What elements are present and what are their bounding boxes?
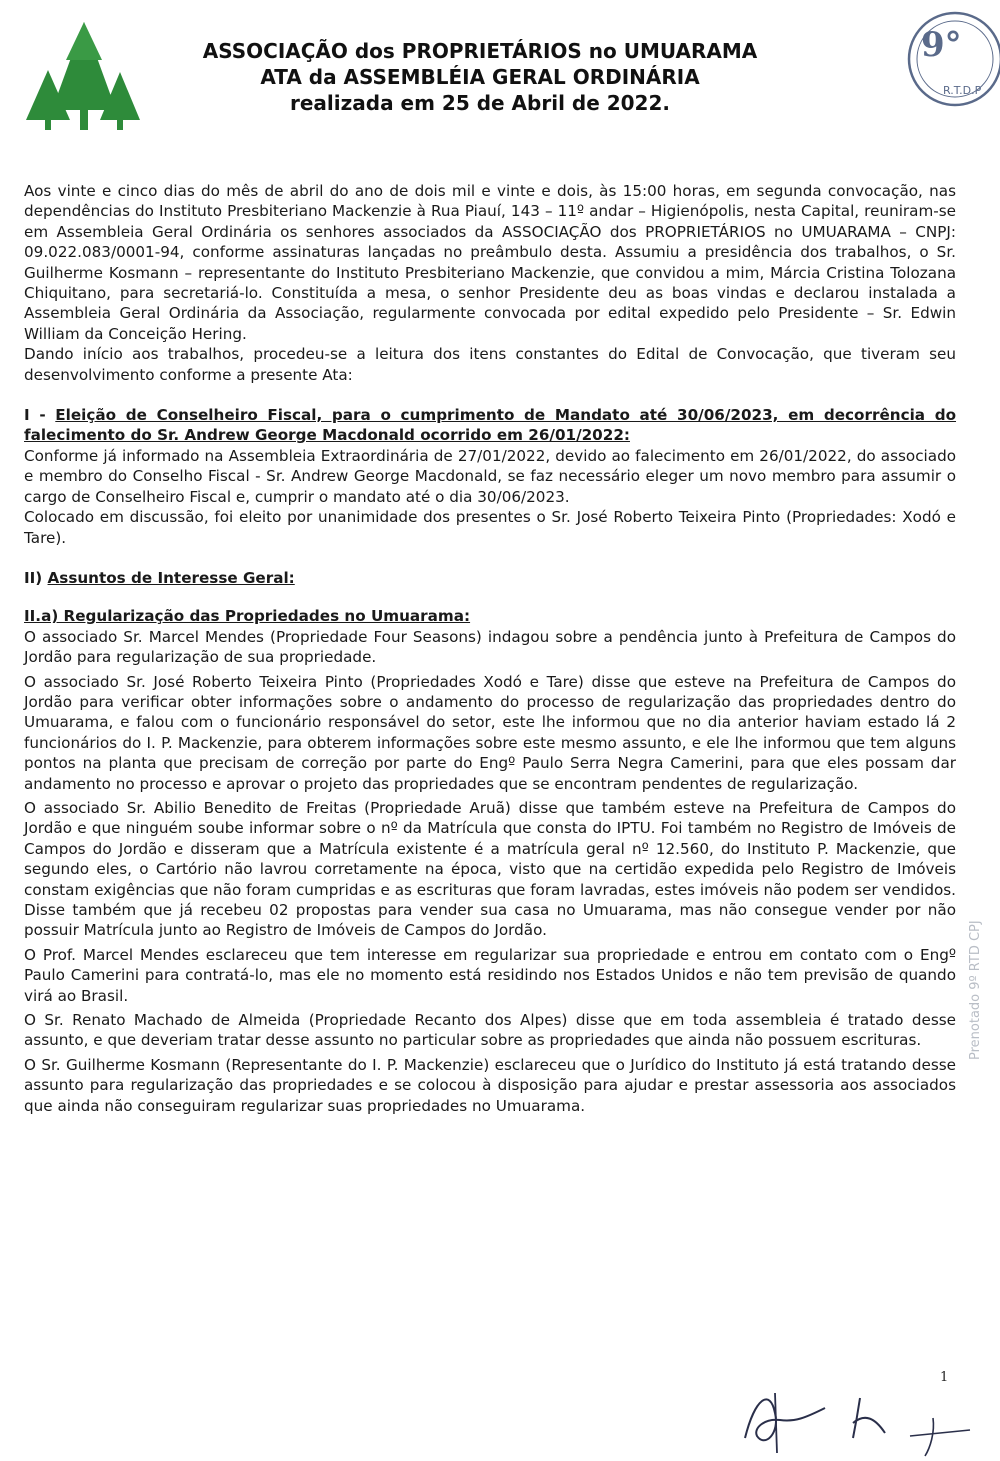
section-2a-heading: II.a) Regularização das Propriedades no Umuarama:: [24, 607, 471, 626]
section-1-paragraph-1: Conforme já informado na Assembleia Extraordinária de 27/01/2022, devido ao falecimento em 26/01/2022, do associado e membro do Conselho Fiscal - Sr. Andrew George Macdonald, se faz necessário eleger um novo membro para assumir o cargo de Conselheiro Fiscal e, cumprir o mandato até o dia 30/06/2023.: [24, 446, 956, 506]
document-header: [150, 38, 810, 116]
paragraph-jose-roberto: O associado Sr. José Roberto Teixeira Pinto (Propriedades Xodó e Tare) disse que esteve na Prefeitura de Campos do Jordão para verificar obter informações sobre o andamento do processo de regularização das propriedades dentro do Umuarama, e falou com o funcionário responsável do setor, este lhe informou que no dia anterior haviam estado lá 2 funcionários do I. P. Mackenzie, para obterem informações sobre este mesmo assunto, e ele lhe informou que tem alguns pontos na planta que precisam de correção por parte do Engº Paulo Serra Negra Camerini, para que eles possam dar andamento no processo e aprovar o projeto das propriedades que se encontram pendentes de regularização.: [24, 672, 956, 793]
document-body: [24, 181, 956, 1116]
section-1-paragraph-2: Colocado em discussão, foi eleito por unanimidade dos presentes o Sr. José Roberto Teixeira Pinto (Propriedades: Xodó e Tare).: [24, 508, 956, 547]
paragraph-renato-almeida: O Sr. Renato Machado de Almeida (Propriedade Recanto dos Alpes) disse que em toda assembleia é tratado desse assunto, e que deveriam tratar desse assunto no particular sobre as propriedades que ainda não possuem escrituras.: [24, 1011, 956, 1050]
header-document-title: ATA da ASSEMBLÉIA GERAL ORDINÁRIA: [260, 65, 700, 89]
header-date: realizada em 25 de Abril de 2022.: [290, 91, 670, 115]
section-2-heading: [24, 568, 956, 588]
section-2-prefix: II): [24, 568, 48, 587]
paragraph-abilio-freitas: O associado Sr. Abilio Benedito de Freitas (Propriedade Aruã) disse que também esteve na Prefeitura de Campos do Jordão e que ninguém soube informar sobre o nº da Matrícula que consta do IPTU. Foi também no Registro de Imóveis de Campos do Jordão e disseram que a Matrícula existente é a matrícula geral nº 12.560, do Instituto P. Mackenzie, que segundo eles, o Cartório não lavrou corretamente na época, visto que na certidão expedida pelo Registro de Imóveis constam exigências que não foram cumpridas e as escrituras que foram lavradas, estes imóveis não podem ser vendidos. Disse também que já recebeu 02 propostas para vender sua casa no Umuarama, mas não consegue vender por não possuir Matrícula junto ao Registro de Imóveis de Campos do Jordão.: [24, 798, 956, 940]
section-2-title: Assuntos de Interesse Geral:: [47, 568, 295, 587]
intro-paragraph: Aos vinte e cinco dias do mês de abril do ano de dois mil e vinte e dois, às 15:00 horas, em segunda convocação, nas dependências do Instituto Presbiteriano Mackenzie à Rua Piauí, 143 – 11º andar – Higienópolis, nesta Capital, reuniram-se em Assembleia Geral Ordinária os senhores associados da ASSOCIAÇÃO dos PROPRIETÁRIOS no UMUARAMA – CNPJ: 09.022.083/0001-94, conforme assinaturas lançadas no preâmbulo desta. Assumiu a presidência dos trabalhos, o Sr. Guilherme Kosmann – representante do Instituto Presbiteriano Mackenzie, que convidou a mim, Márcia Cristina Tolozana Chiquitano, para secretariá-lo. Constituída a mesa, o senhor Presidente deu as boas vindas e declarou instalada a Assembleia Geral Ordinária da Associação, regularmente convocada por edital expedido pelo Presidente – Sr. Edwin William da Conceição Hering.: [24, 182, 956, 343]
svg-text:9°: 9°: [921, 25, 962, 65]
section-1-title: Eleição de Conselheiro Fiscal, para o cumprimento de Mandato até 30/06/2023, em decorrência do falecimento do Sr. Andrew George Macdonald ocorrido em 26/01/2022:: [24, 406, 957, 445]
svg-text:R.T.D.P: R.T.D.P: [943, 84, 982, 97]
intro-paragraph-2: Dando início aos trabalhos, procedeu-se a leitura dos itens constantes do Edital de Convocação, que tiveram seu desenvolvimento conforme a presente Ata:: [24, 345, 956, 384]
paragraph-guilherme-kosmann: O Sr. Guilherme Kosmann (Representante do I. P. Mackenzie) esclareceu que o Jurídico do Instituto já está tratando desse assunto para regularização das propriedades e se colocou à disposição para ajudar e prestar assessoria aos associados que ainda não conseguiram regularizar suas propriedades no Umuarama.: [24, 1055, 956, 1115]
pine-trees-logo: [22, 20, 142, 132]
page-number: 1: [940, 1370, 949, 1385]
header-association-name: ASSOCIAÇÃO dos PROPRIETÁRIOS no UMUARAMA: [202, 39, 758, 63]
section-1-heading: [24, 405, 956, 446]
paragraph-marcel-mendes: O associado Sr. Marcel Mendes (Propriedade Four Seasons) indagou sobre a pendência junto à Prefeitura de Campos do Jordão para regularização de sua propriedade.: [24, 627, 956, 667]
paragraph-prof-marcel: O Prof. Marcel Mendes esclareceu que tem interesse em regularizar sua propriedade e entrou em contato com o Engº Paulo Camerini para contratá-lo, mas ele no momento está residindo nos Estados Unidos e não tem previsão de quando virá ao Brasil.: [24, 945, 956, 1005]
side-registry-mark: Prenotado 9º RTD CPJ: [968, 920, 983, 1060]
section-1-prefix: I -: [24, 406, 56, 425]
registry-stamp: [903, 4, 1000, 114]
handwritten-signatures: [735, 1378, 975, 1458]
